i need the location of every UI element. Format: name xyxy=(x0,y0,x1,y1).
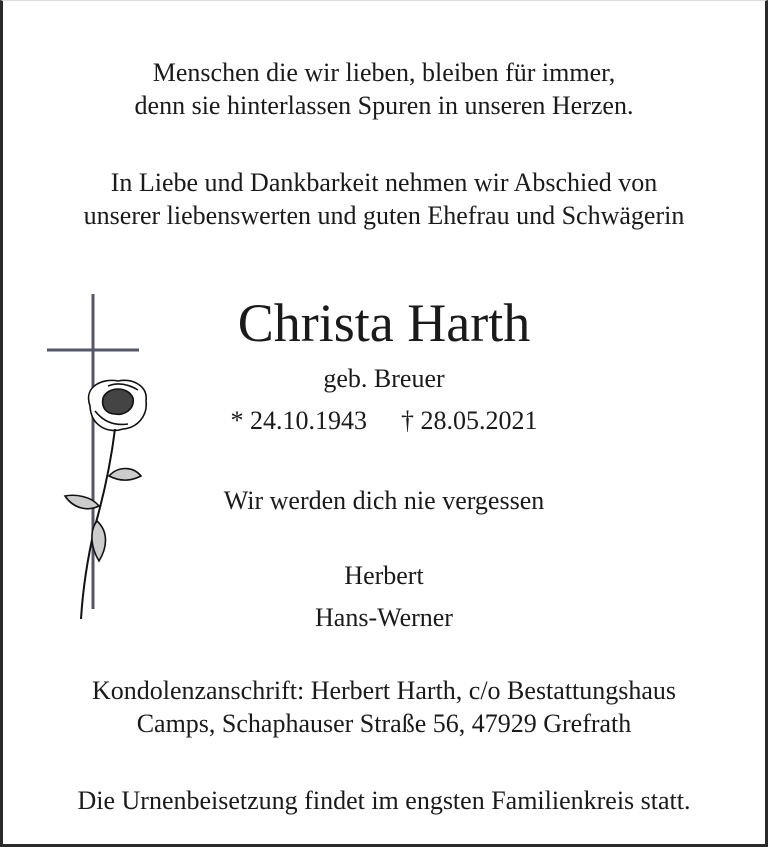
cross-with-rose-icon xyxy=(33,286,163,626)
mourner-2: Hans-Werner xyxy=(315,603,453,632)
intro-line-1: In Liebe und Dankbarkeit nehmen wir Abschied von xyxy=(110,168,658,197)
condolence-line-1: Kondolenzanschrift: Herbert Harth, c/o Bestattungshaus xyxy=(91,676,677,705)
maiden-name: geb. Breuer xyxy=(323,364,445,393)
death-date: † 28.05.2021 xyxy=(401,406,538,435)
burial-note: Die Urnenbeisetzung findet im engsten Familienkreis statt. xyxy=(77,786,691,815)
verse-line-1: Menschen die wir lieben, bleiben für immer, xyxy=(152,58,616,87)
deceased-name: Christa Harth xyxy=(237,293,531,353)
birth-date: * 24.10.1943 xyxy=(230,406,367,435)
cross-icon xyxy=(47,294,139,609)
condolence-line-2: Camps, Schaphauser Straße 56, 47929 Grefrath xyxy=(136,709,632,738)
rose-icon xyxy=(65,380,146,619)
farewell-text: Wir werden dich nie vergessen xyxy=(223,486,545,515)
mourner-1: Herbert xyxy=(344,561,424,590)
intro-line-2: unserer liebenswerten und guten Ehefrau und Schwägerin xyxy=(83,201,685,230)
verse-line-2: denn sie hinterlassen Spuren in unseren Herzen. xyxy=(134,91,634,120)
